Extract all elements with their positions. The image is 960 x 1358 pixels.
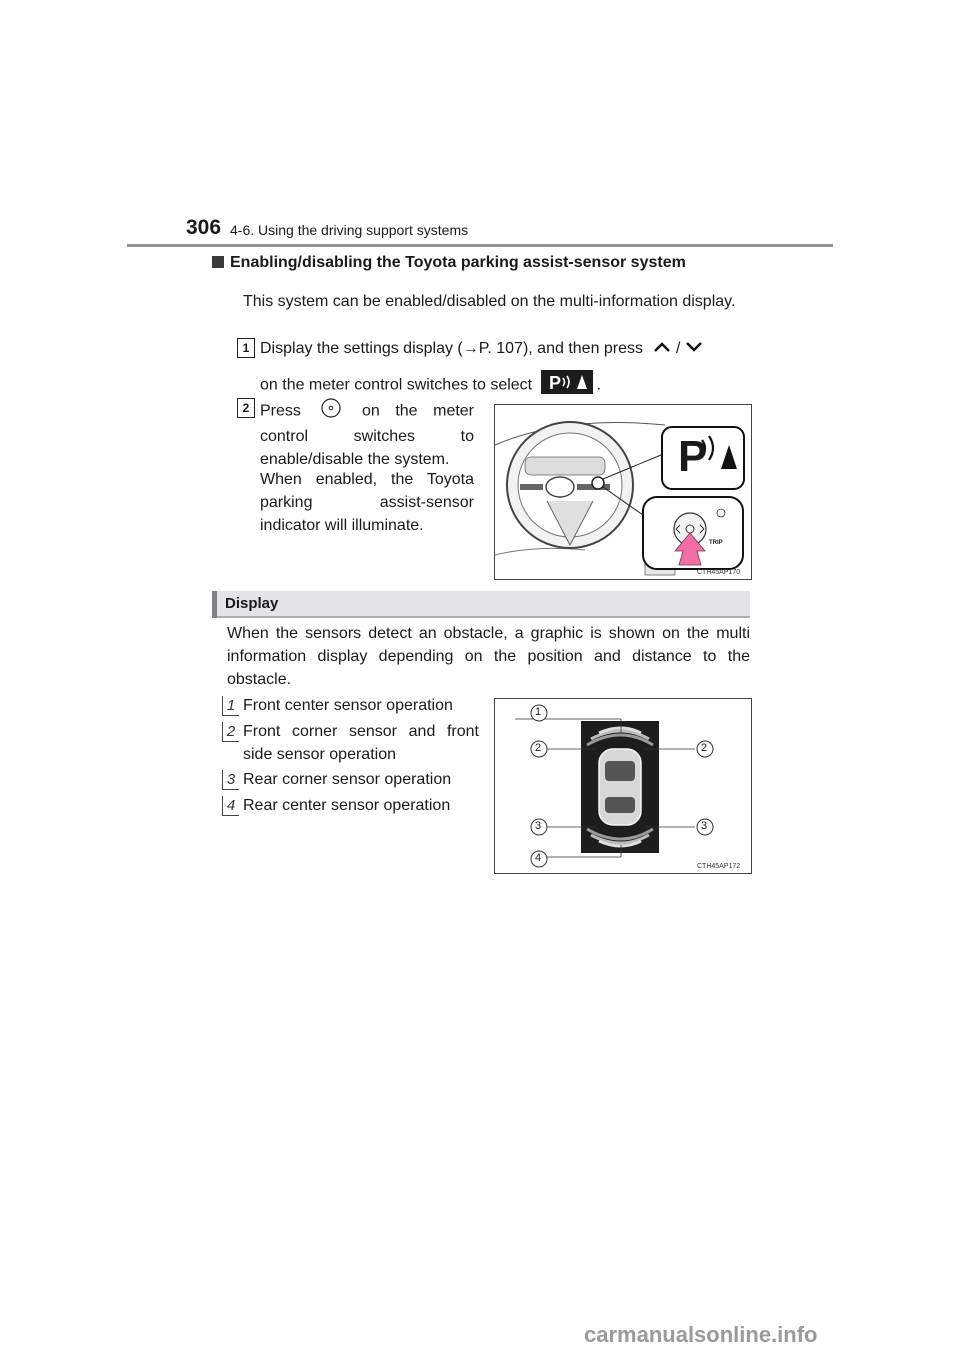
ok-button-icon bbox=[320, 398, 342, 425]
display-section-title: Display bbox=[225, 595, 279, 612]
step-1-period: . bbox=[596, 376, 602, 394]
callout-1: 1 bbox=[535, 706, 542, 718]
sensor-display-figure bbox=[494, 698, 752, 874]
figure-caption-display: CTH45AP172 bbox=[697, 863, 741, 870]
step-1-line-1 bbox=[260, 337, 750, 360]
chevron-down-icon bbox=[685, 337, 703, 360]
figure-caption-steering: CTH45AP170 bbox=[697, 569, 741, 576]
callout-4: 4 bbox=[535, 852, 542, 864]
parking-indicator-label: P bbox=[678, 432, 708, 481]
chevron-up-icon bbox=[653, 337, 671, 360]
display-description: When the sensors detect an obstacle, a graphic is shown on the multi information display depending on the position and distance to the obstacle. bbox=[227, 625, 750, 688]
step-2-note: When enabled, the Toyota parking assist-sensor indicator will illuminate. bbox=[260, 471, 474, 534]
step-badge-1: 1 bbox=[237, 338, 255, 358]
item-badge-3: 3 bbox=[222, 770, 239, 790]
item-badge-4: 4 bbox=[222, 796, 239, 816]
steering-wheel-illustration bbox=[495, 405, 751, 579]
item-badge-1: 1 bbox=[222, 696, 239, 716]
page-number: 306 bbox=[186, 216, 222, 239]
watermark: carmanualsonline.info bbox=[584, 1322, 818, 1347]
item-label-1: Front center sensor operation bbox=[243, 697, 453, 714]
step-badge-2: 2 bbox=[237, 398, 255, 418]
item-badge-2: 2 bbox=[222, 722, 239, 742]
step-2-press: Press bbox=[260, 402, 301, 420]
svg-text:P: P bbox=[548, 373, 561, 393]
callout-2-right: 2 bbox=[701, 742, 708, 754]
step-1-ref: P. 107), and then press bbox=[478, 340, 644, 357]
section-heading bbox=[212, 254, 686, 272]
running-header: 4-6. Using the driving support systems bbox=[230, 222, 469, 238]
trip-button-label: TRIP bbox=[709, 540, 723, 546]
header-rule bbox=[127, 244, 833, 247]
step-2-rest: on the meter control switches to enable/disable the system. bbox=[260, 402, 475, 468]
item-label-3: Rear corner sensor operation bbox=[243, 771, 452, 788]
step-2-text bbox=[260, 398, 474, 471]
sensor-display-illustration bbox=[495, 699, 751, 873]
parking-sensor-icon bbox=[541, 370, 593, 401]
step-1-line-2-text: on the meter control switches to select bbox=[260, 376, 533, 394]
item-label-4: Rear center sensor operation bbox=[243, 797, 451, 814]
heading-square-icon bbox=[212, 256, 224, 268]
steering-wheel-figure bbox=[494, 404, 752, 580]
step-1-text: Display the settings display ( bbox=[260, 340, 463, 357]
display-section-bar bbox=[212, 591, 750, 618]
step-1-line-2 bbox=[260, 370, 601, 401]
display-section-accent bbox=[212, 591, 217, 618]
callout-3-left: 3 bbox=[535, 820, 542, 832]
callout-2-left: 2 bbox=[535, 742, 542, 754]
arrow-glyph: → bbox=[462, 340, 479, 357]
callout-3-right: 3 bbox=[701, 820, 708, 832]
section-intro: This system can be enabled/disabled on the multi-information display. bbox=[243, 293, 736, 310]
section-heading-text: Enabling/disabling the Toyota parking assist-sensor system bbox=[230, 254, 686, 271]
slash: / bbox=[675, 340, 681, 357]
item-label-2: Front corner sensor and front side sensor operation bbox=[243, 723, 479, 763]
